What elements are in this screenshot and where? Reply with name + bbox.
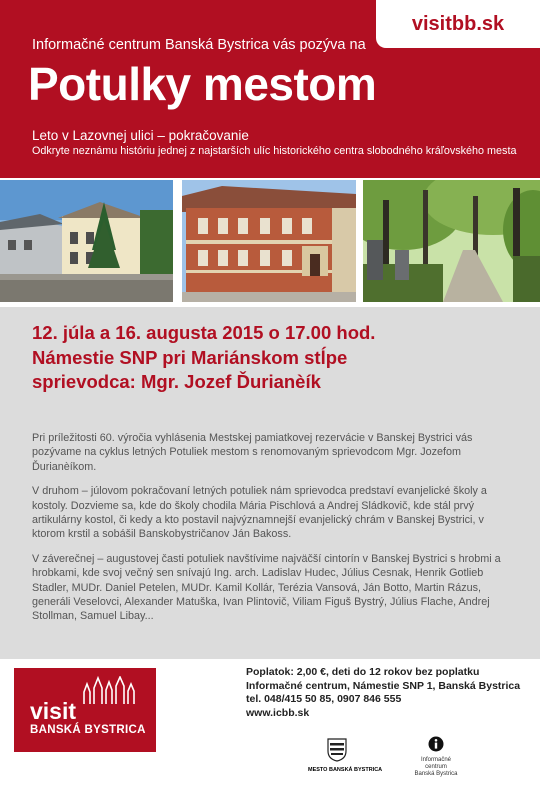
lede-text: Odkryte neznámu históriu jednej z najstarších ulíc historického centra slobodného kráľovského mesta xyxy=(32,145,517,157)
photo-street-houses xyxy=(0,180,177,302)
city-logo-label: MESTO BANSKÁ BYSTRICA xyxy=(308,767,383,773)
paragraph-intro: Pri príležitosti 60. výročia vyhlásenia Mestskej pamiatkovej rezervácie v Banskej Bystrici vás pozývame na cyklus letných Potuliek mestom s renomovaným sprievodcom Mgr. Jozefom Ďurianèíkom. xyxy=(32,432,473,473)
visit-bb-logo xyxy=(14,668,156,752)
paragraph-august: V záverečnej – augustovej časti potuliek navštívime najväčší cintorín v Banskej Bystrici s hrobmi a hrobkami, kde svoj večný sen snívajú Ing. arch. Ladislav Hudec, Július Cesnak, Henrik Gotlieb Stadler, MUDr. Daniel Petelen, MUDr. Kamil Kollár, Terézia Vansová, Ján Botto, Martin Rázus, generáli Veselovci, Alexander Matuška, Ivan Plintovič, Viliam Figuš Bystrý, Július Flache, Andrej Stollman, Samuel Libay... xyxy=(32,552,501,623)
paragraph-july: V druhom – júlovom pokračovaní letných potuliek nám sprievodca predstaví evanjelické školy a kostoly. Dozvieme sa, kde do školy chodila Mária Pischlová a Andrej Sládkovič, kde stál prvý artikulárny kostol, či kedy a kto postavil najvýznamnejší evanjelický chrám v Banskej Bystrici, v ktorom krstil a sobášil Banskobystričanov Ján Bakoss. xyxy=(32,485,487,541)
subtitle: Leto v Lazovnej ulici – pokračovanie xyxy=(32,128,249,143)
event-guide: sprievodca: Mgr. Jozef Ďurianèík xyxy=(32,371,321,392)
contact-info xyxy=(246,666,520,720)
phone-text: tel. 048/415 50 85, 0907 846 555 xyxy=(246,693,402,705)
event-details xyxy=(32,321,375,395)
crest-icon xyxy=(327,738,347,762)
info-logo-label-2: Banská Bystrica xyxy=(414,771,458,777)
photo-evangelical-school xyxy=(182,180,359,302)
price-text: Poplatok: 2,00 €, deti do 12 rokov bez poplatku xyxy=(246,666,480,678)
page-title: Potulky mestom xyxy=(28,58,377,110)
event-dates: 12. júla a 16. augusta 2015 o 17.00 hod. xyxy=(32,322,376,343)
body-text xyxy=(32,431,512,634)
photo-strip xyxy=(0,180,540,302)
info-centre-logo xyxy=(414,736,458,778)
info-icon xyxy=(428,736,444,752)
content-panel xyxy=(0,307,540,659)
city-crest-logo xyxy=(308,738,383,773)
header-banner xyxy=(0,0,540,178)
towers-icon xyxy=(80,676,142,706)
logo-city-text: BANSKÁ BYSTRICA xyxy=(30,724,146,736)
photo-cemetery-alley xyxy=(363,180,540,302)
info-logo-label-1: Informačné centrum xyxy=(420,757,451,770)
web-link[interactable]: www.icbb.sk xyxy=(246,706,310,719)
site-link[interactable]: visitbb.sk xyxy=(376,0,540,48)
address-text: Informačné centrum, Námestie SNP 1, Banská Bystrica xyxy=(246,679,521,692)
logo-visit-text: visit xyxy=(30,698,77,724)
event-place: Námestie SNP pri Mariánskom stĺpe xyxy=(32,346,348,368)
inviter-text: Informačné centrum Banská Bystrica vás pozýva na xyxy=(32,37,366,53)
